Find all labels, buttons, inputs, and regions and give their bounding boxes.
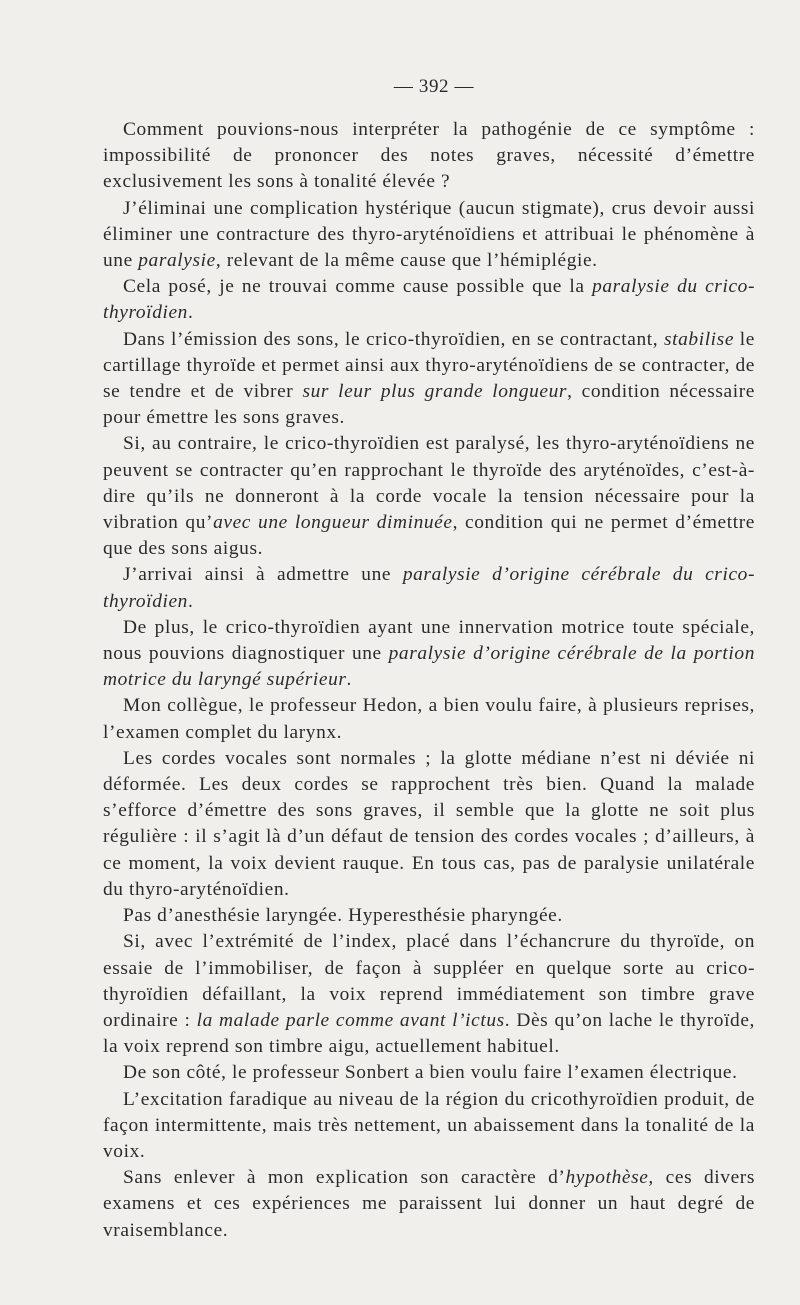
italic-text: paralysie bbox=[138, 250, 216, 272]
paragraph bbox=[103, 196, 755, 275]
text-run: Comment pouvions-nous interpréter la pathogénie de ce symptôme : impossibilité de prononcer des notes graves, nécessité d’émettre exclusivement les sons à tonalité élevée ? bbox=[103, 119, 755, 193]
text-run: , relevant de la même cause que l’hémiplégie. bbox=[215, 250, 598, 272]
text-run: De son côté, le professeur Sonbert a bien voulu faire l’examen électrique. bbox=[123, 1062, 738, 1084]
text-run: . Dès qu’on lache le thyroïde, la voix reprend son timbre aigu, actuellement habituel. bbox=[103, 1009, 756, 1058]
text-run: . bbox=[346, 669, 352, 691]
page-number: — 392 — bbox=[393, 76, 475, 97]
text-run: J’arrivai ainsi à admettre une bbox=[123, 564, 403, 586]
paragraph bbox=[103, 693, 755, 745]
italic-text: hypothèse bbox=[565, 1167, 649, 1189]
text-run: De plus, le crico-thyroïdien ayant une innervation motrice toute spéciale, nous pouvions diagnostiquer une bbox=[103, 616, 755, 665]
italic-text: paralysie du crico-thyroïdien bbox=[103, 276, 756, 324]
paragraph bbox=[103, 1060, 755, 1086]
page-content bbox=[103, 74, 755, 1244]
text-run: Si, au contraire, le crico-thyroïdien est paralysé, les thyro-aryténoïdiens ne peuvent se contracter qu’en rapprochant le thyroïde des aryténoïdes, c’est-à-dire qu’ils ne donneront à la corde vocale la tension nécessaire pour la vibration qu’ bbox=[103, 433, 755, 534]
italic-text: la malade parle comme avant l’ictus bbox=[196, 1009, 505, 1031]
body-text bbox=[103, 117, 755, 1244]
text-run: , ces divers examens et ces expériences me paraissent lui donner un haut degré de vraisemblance. bbox=[103, 1167, 755, 1241]
text-run: . bbox=[187, 302, 194, 324]
text-run: , condition qui ne permet d’émettre que des sons aigus. bbox=[103, 512, 755, 560]
text-run: Les cordes vocales sont normales ; la glotte médiane n’est ni déviée ni déformée. Les deux cordes se rapprochent très bien. Quand la malade s’efforce d’émettre des sons graves, il semble que la glotte ne soit plus régulière : il s’agit là d’un défaut de tension des cordes vocales ; d’ailleurs, à ce moment, la voix devient rauque. En tous cas, pas de paralysie unilatérale du thyro-aryténoïdien. bbox=[103, 747, 755, 900]
text-run: Mon collègue, le professeur Hedon, a bien voulu faire, à plusieurs reprises, l’examen complet du larynx. bbox=[103, 695, 755, 743]
text-run: Cela posé, je ne trouvai comme cause possible que la bbox=[123, 276, 593, 298]
paragraph bbox=[103, 615, 755, 694]
paragraph bbox=[103, 431, 755, 562]
text-run: Dans l’émission des sons, le crico-thyroïdien, en se contractant, bbox=[123, 328, 664, 350]
paragraph bbox=[103, 327, 755, 432]
text-run: J’éliminai une complication hystérique (aucun stigmate), crus devoir aussi éliminer une contracture des thyro-aryténoïdiens et attribuai le phénomène à une bbox=[103, 197, 755, 272]
italic-text: paralysie d’origine cérébrale de la portion motrice du laryngé supérieur bbox=[103, 643, 755, 691]
text-run: Pas d’anesthésie laryngée. Hyperesthésie pharyngée. bbox=[123, 905, 563, 927]
text-run: L’excitation faradique au niveau de la région du cricothyroïdien produit, de façon intermittente, mais très nettement, un abaissement dans la tonalité de la voix. bbox=[103, 1088, 755, 1162]
text-run: le cartillage thyroïde et permet ainsi aux thyro-aryténoïdiens de se contracter, de se tendre et de vibrer bbox=[103, 328, 755, 403]
italic-text: sur leur plus grande longueur bbox=[302, 381, 568, 403]
paragraph bbox=[103, 746, 755, 903]
paragraph bbox=[103, 903, 755, 929]
paragraph bbox=[103, 1087, 755, 1166]
paragraph bbox=[103, 562, 755, 614]
text-run: , condition nécessaire pour émettre les sons graves. bbox=[103, 381, 756, 429]
paragraph bbox=[103, 1165, 755, 1244]
paragraph bbox=[103, 117, 755, 196]
paragraph bbox=[103, 274, 755, 326]
paragraph bbox=[103, 929, 755, 1060]
text-run: . bbox=[187, 590, 194, 612]
text-run: Sans enlever à mon explication son caractère d’ bbox=[123, 1167, 566, 1189]
italic-text: paralysie d’origine cérébrale du crico-thyroïdien bbox=[103, 564, 755, 612]
italic-text: stabilise bbox=[663, 328, 735, 350]
text-run: Si, avec l’extrémité de l’index, placé dans l’échancrure du thyroïde, on essaie de l’immobiliser, de façon à suppléer en quelque sorte au crico-thyroïdien défaillant, la voix reprend immédiatement son timbre grave ordinaire : bbox=[103, 931, 755, 1031]
italic-text: avec une longueur diminuée bbox=[213, 512, 453, 534]
